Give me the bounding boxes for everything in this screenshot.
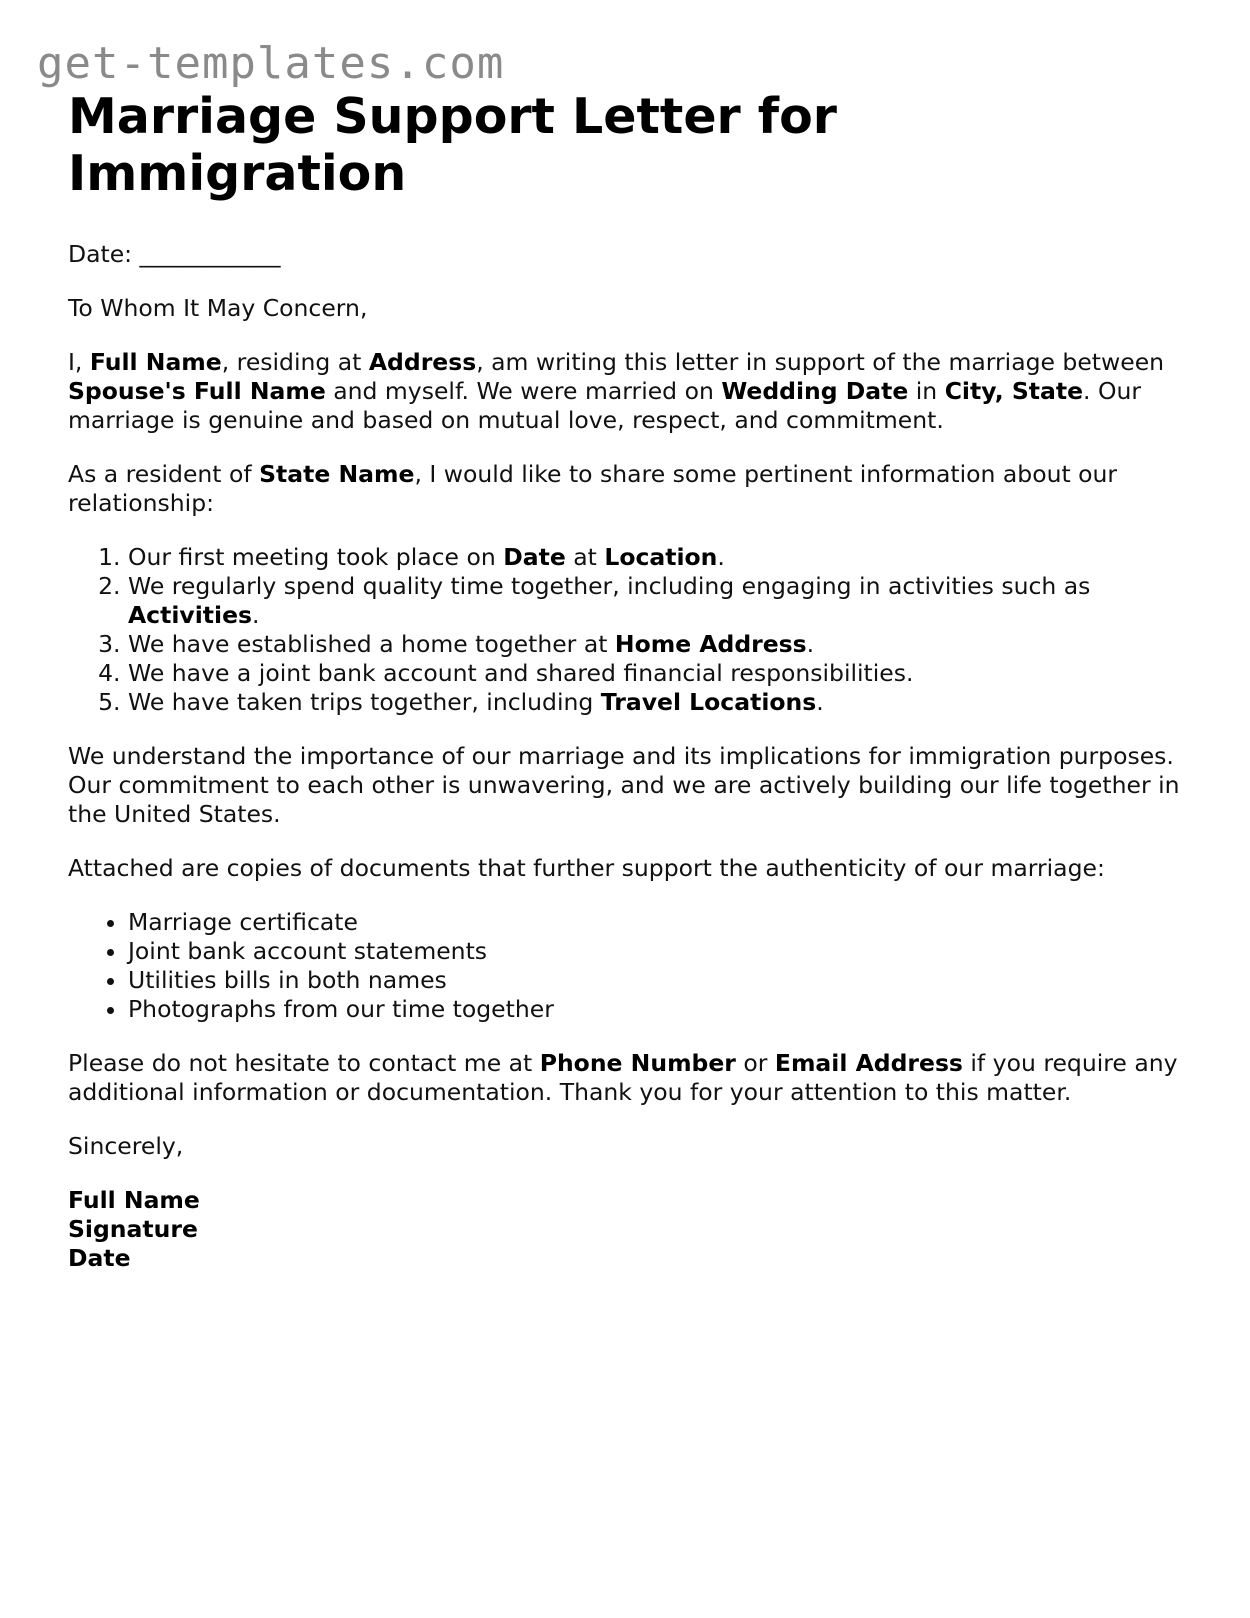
commitment-paragraph: We understand the importance of our marriage and its implications for immigration purposes. Our commitment to each other is unwavering, and we are actively building our life together in the United States. [68,742,1180,828]
placeholder-location: Location [604,543,718,571]
documents-list [68,908,1188,1024]
date-line: Date: ____________ [68,240,281,268]
resident-paragraph: As a resident of State Name, I would like to share some pertinent information about our relationship: [68,460,1118,517]
relationship-facts-list [68,543,1188,717]
salutation: To Whom It May Concern, [68,294,368,322]
placeholder-travel-locations: Travel Locations [600,688,817,716]
list-item: • Marriage certificate [128,908,1188,937]
intro-paragraph: I, Full Name, residing at Address, am writing this letter in support of the marriage between Spouse's Full Name and myself. We were married on Wedding Date in City, State. Our marriage is genuine and based on mutual love, respect, and commitment. [68,348,1165,434]
letter-document [68,88,1188,1273]
placeholder-email-address: Email Address [774,1049,963,1077]
signature-full-name: Full Name [68,1186,200,1214]
placeholder-state-name: State Name [259,460,415,488]
signature-block [68,1186,1188,1273]
signature-date: Date [68,1244,131,1272]
contact-paragraph: Please do not hesitate to contact me at Phone Number or Email Address if you require any additional information or documentation. Thank you for your attention to this matter. [68,1049,1178,1106]
list-item: • Utilities bills in both names [128,966,1188,995]
page-title: Marriage Support Letter for Immigration [68,88,837,202]
list-item: 4. We have a joint bank account and shared financial responsibilities. [128,659,1188,688]
list-item: 2. We regularly spend quality time together, including engaging in activities such as Activities. [128,572,1188,630]
list-item: 3. We have established a home together at Home Address. [128,630,1188,659]
signature-line: Signature [68,1215,198,1243]
watermark: get-templates.com [37,38,505,89]
list-item: 5. We have taken trips together, including Travel Locations. [128,688,1188,717]
placeholder-spouse-name: Spouse's Full Name [68,377,326,405]
placeholder-meeting-date: Date [503,543,566,571]
attachments-intro: Attached are copies of documents that further support the authenticity of our marriage: [68,854,1105,882]
placeholder-activities: Activities [128,601,252,629]
placeholder-full-name: Full Name [89,348,222,376]
placeholder-home-address: Home Address [614,630,807,658]
list-item: • Photographs from our time together [128,995,1188,1024]
list-item: 1. Our first meeting took place on Date at Location. [128,543,1188,572]
placeholder-address: Address [368,348,477,376]
placeholder-phone-number: Phone Number [539,1049,736,1077]
list-item: • Joint bank account statements [128,937,1188,966]
placeholder-city-state: City, State [944,377,1084,405]
closing: Sincerely, [68,1132,184,1160]
placeholder-wedding-date: Wedding Date [721,377,909,405]
